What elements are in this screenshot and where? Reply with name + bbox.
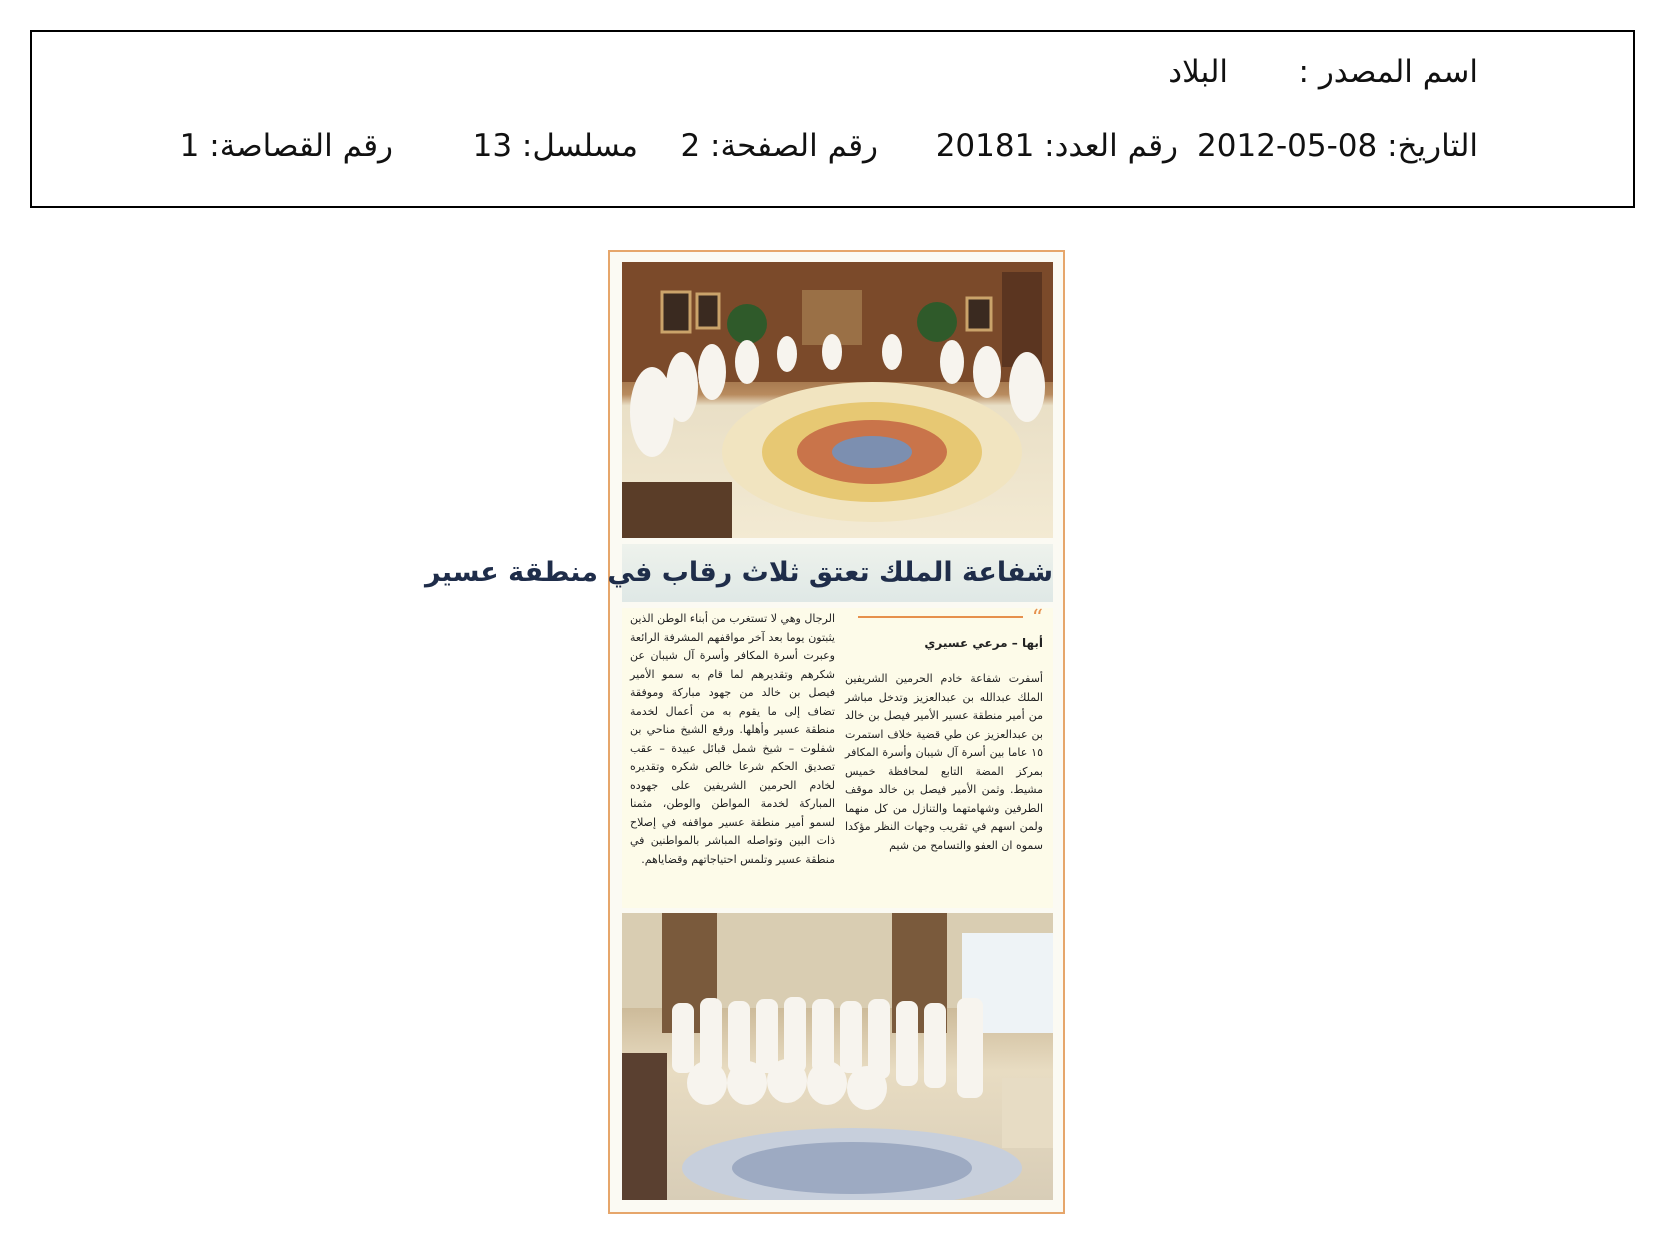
article-byline: أبها – مرعي عسيري bbox=[924, 636, 1043, 650]
clip-number: رقم القصاصة: 1 bbox=[179, 128, 393, 164]
serial-number: مسلسل: 13 bbox=[472, 128, 638, 164]
source-label: اسم المصدر : bbox=[1298, 54, 1478, 90]
article-column-left: الرجال وهي لا تستغرب من أبناء الوطن الذين يثبتون يوما بعد آخر مواقفهم المشرفة الرائعة وعبرت أسرة المكافر وأسرة آل شيبان عن شكرهم وتقديرهم لما قام به سمو الأمير فيصل بن خالد من جهود مباركة وموفقة تضاف إلى ما يقوم به من أعمال لخدمة منطقة عسير وأهلها. ورفع الشيخ مناحي بن شفلوت – شيخ شمل قبائل عبيدة – عقب تصديق الحكم شرعا خالص شكره وتقديره لخادم الحرمين الشريفين على جهوده المباركة لخدمة المواطن والوطن، مثمنا لسمو أمير منطقة عسير مواقفه في إصلاح ذات البين وتواصله المباشر بالمواطنين في منطقة عسير وتلمس احتياجاتهم وقضاياهم. bbox=[630, 612, 835, 866]
page-number: رقم الصفحة: 2 bbox=[680, 128, 878, 164]
article-body bbox=[622, 608, 1053, 908]
group-photo bbox=[622, 913, 1053, 1200]
issue-number: رقم العدد: 20181 bbox=[935, 128, 1178, 164]
headline-band bbox=[425, 544, 1053, 602]
date-field: التاريخ: 08-05-2012 bbox=[1197, 128, 1478, 164]
quote-mark: “ bbox=[1031, 606, 1043, 631]
article-column-right: أسفرت شفاعة خادم الحرمين الشريفين الملك عبدالله بن عبدالعزيز وتدخل مباشر من أمير منطقة عسير الأمير فيصل بن خالد بن عبدالعزيز عن طي قضية خلاف استمرت ١٥ عاما بين أسرة آل شيبان وأسرة المكافر بمركز المضة التابع لمحافظة خميس مشيط. وثمن الأمير فيصل بن خالد موقف الطرفين وشهامتهما والتنازل من كل منهما ولمن اسهم في تقريب وجهات النظر مؤكدا سموه ان العفو والتسامح من شيم bbox=[845, 672, 1043, 852]
quote-rule bbox=[858, 616, 1023, 618]
source-value: البلاد bbox=[1168, 54, 1228, 90]
article-headline: شفاعة الملك تعتق ثلاث رقاب في منطقة عسير bbox=[425, 557, 1053, 588]
meeting-photo bbox=[622, 262, 1053, 538]
document-header bbox=[30, 30, 1635, 208]
newspaper-clipping bbox=[425, 250, 1065, 1214]
